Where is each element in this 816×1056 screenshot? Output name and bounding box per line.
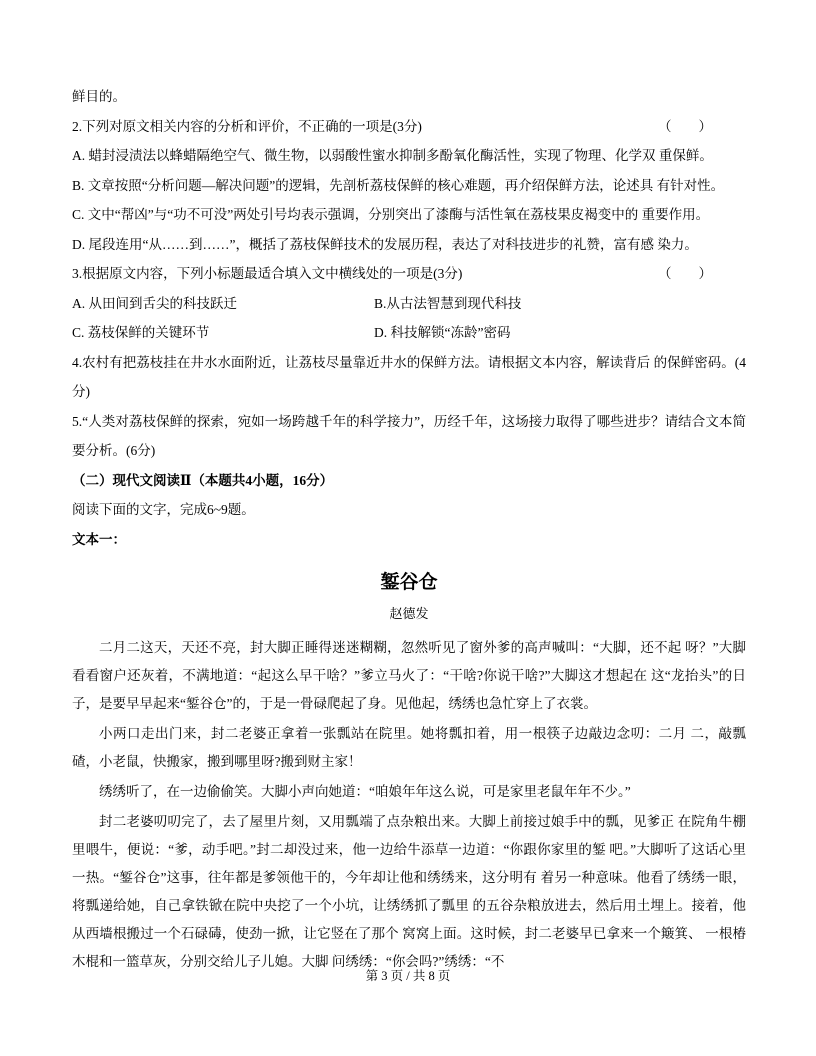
question-2-stem-row	[72, 112, 746, 142]
question-5-text: 5.“人类对荔枝保鲜的探索，宛如一场跨越千年的科学接力”，历经千年，这场接力取得了哪些进步？请结合文本简要分析。(6分)	[72, 413, 746, 458]
story-title: 錾谷仓	[380, 572, 438, 593]
story-paragraph-2: 小两口走出门来，封二老婆正拿着一张瓢站在院里。她将瓢扣着，用一根筷子边敲边念叨：二月 二，敲瓢碴，小老鼠，快搬家，搬到哪里呀?搬到财主家！	[72, 726, 746, 769]
leading-text: 鲜目的。	[72, 89, 126, 104]
question-3-answer-bracket: （ ）	[658, 266, 712, 281]
question-section	[72, 82, 746, 554]
story-paragraph-4: 封二老婆叨叨完了，去了屋里片刻，又用瓢端了点杂粮出来。大脚上前接过娘手中的瓢，见爹正 在院角牛棚里喂牛，便说：“爹，动手吧。”封二却没过来，他一边给牛添草一边道：“你跟你家里的錾 吧。”大脚听了这话心里一热。“錾谷仓”这事，往年都是爹领他干的，今年却让他和绣绣来，这分明有 着另一种意味。他看了绣绣一眼，将瓢递给她，自己拿铁锨在院中央挖了一个小坑，让绣绣抓了瓢里 的五谷杂粮放进去，然后用土埋上。接着，他从西墙根搬过一个石碌碡，使劲一掀，让它竖在了那个 窝窝上面。这时候，封二老婆早已拿来一个簸箕、 一根椿木棍和一篮草灰，分别交给儿子儿媳。大脚 问绣绣：“你会吗?”绣绣：“不	[72, 814, 746, 969]
question-4-text: 4.农村有把荔枝挂在井水水面附近，让荔枝尽量靠近井水的保鲜方法。请根据文本内容，解读背后 的保鲜密码。(4分)	[72, 354, 746, 399]
question-3-option-b: B.从古法智慧到现代科技	[374, 295, 522, 311]
question-2-stem: 2.下列对原文相关内容的分析和评价，不正确的一项是(3分)	[72, 118, 422, 134]
question-3-option-a: A. 从田间到舌尖的科技跃迁	[72, 295, 237, 311]
question-3-stem: 3.根据原文内容，下列小标题最适合填入文中横线处的一项是(3分)	[72, 266, 463, 281]
page-footer: 第 3 页 / 共 8 页	[365, 969, 451, 983]
story-paragraph-3: 绣绣听了，在一边偷偷笑。大脚小声向她道：“咱娘年年这么说，可是家里老鼠年年不少。”	[99, 784, 631, 799]
question-2-answer-bracket: （ ）	[658, 118, 712, 134]
question-3-option-c: C. 荔枝保鲜的关键环节	[72, 325, 210, 340]
reading-instruction: 阅读下面的文字，完成6~9题。	[72, 502, 255, 517]
section-2-heading: （二）现代文阅读Ⅱ（本题共4小题，16分）	[72, 472, 334, 488]
question-3-option-d: D. 科技解锁“冻龄”密码	[374, 325, 511, 340]
question-3-options-row-2	[72, 318, 746, 348]
question-2-option-c: C. 文中“帮凶”与“功不可没”两处引号均表示强调，分别突出了漆酶与活性氧在荔枝果皮褐变中的 重要作用。	[72, 207, 710, 222]
question-3-stem-row	[72, 259, 746, 289]
text-1-label: 文本一：	[72, 531, 126, 547]
story-author: 赵德发	[389, 606, 429, 621]
question-2-option-a: A. 蜡封浸渍法以蜂蜡隔绝空气、微生物，以弱酸性蜜水抑制多酚氧化酶活性，实现了物理、化学双 重保鲜。	[72, 148, 713, 163]
question-2-option-d: D. 尾段连用“从……到……”，概括了荔枝保鲜技术的发展历程，表达了对科技进步的礼赞，富有感 染力。	[72, 236, 698, 252]
question-2-option-b: B. 文章按照“分析问题—解决问题”的逻辑，先剖析荔枝保鲜的核心难题，再介绍保鲜方法，论述具 有针对性。	[72, 177, 725, 193]
story-paragraph-1: 二月二这天，天还不亮，封大脚正睡得迷迷糊糊，忽然听见了窗外爹的高声喊叫：“大脚，还不起 呀？”大脚看看窗户还灰着，不满地道：“起这么早干啥？”爹立马火了：“干啥?你说干啥?”大脚这才想起在 这“龙抬头”的日子，是要早早起来“錾谷仓”的，于是一骨碌爬起了身。见他起，绣绣也急忙穿上了衣裳。	[72, 640, 746, 711]
story-section	[72, 566, 746, 976]
question-3-options-row-1	[72, 289, 746, 319]
